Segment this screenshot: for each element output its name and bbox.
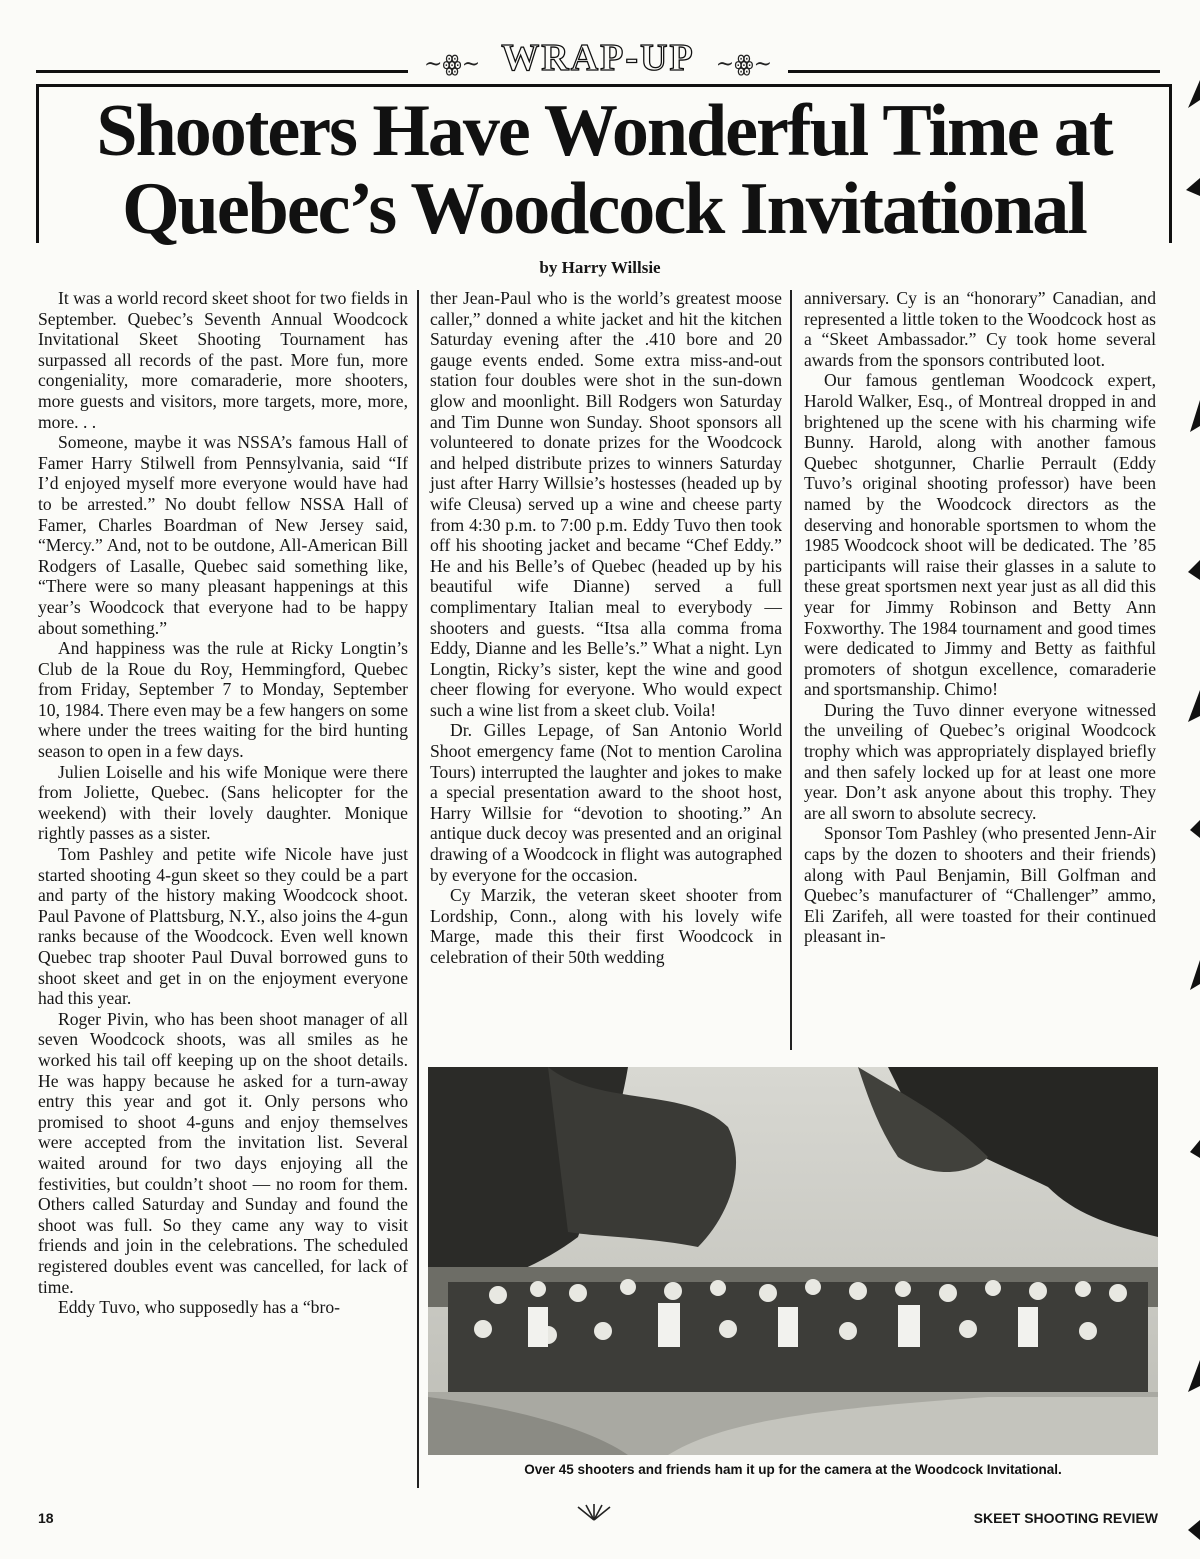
paragraph: It was a world record skeet shoot for two fields in September. Quebec’s Seventh Annual Woodcock Invitational Skeet Shooting Tournament has surpassed all records of the past. More fun, more congeniality, more comaraderie, more shooters, more guests and visitors, more targets, more, more, more. . . xyxy=(38,288,408,432)
paragraph: Our famous gentleman Woodcock expert, Harold Walker, Esq., of Montreal dropped in and brightened up the scene with his charming wife Bunny. Harold, along with another famous Quebec shotgunner, Charlie Perrault (Eddy Tuvo’s original shooting professor) have been named by the Woodcock directors as the deserving and honorable sportsmen to whom the 1985 Woodcock shoot will be dedicated. The ’85 participants will raise their glasses in a salute to these great sportsmen next year just as all did this year for Jimmy Robinson and Betty Ann Foxworthy. The 1984 tournament and good times were dedicated to Jimmy and Betty as faithful promoters of shotgun excellence, comaraderie and sportsmanship. Chimo! xyxy=(804,370,1156,700)
paragraph: Tom Pashley and petite wife Nicole have just started shooting 4-gun skeet so they could be a part and party of the history making Woodcock shoot. Paul Pavone of Plattsburg, N.Y., also joins the 4-gun ranks because of the Woodcock. Even well known Quebec trap shooter Paul Duval borrowed guns to shoot skeet and get in on the enjoyment everyone had this year. xyxy=(38,844,408,1009)
column-divider xyxy=(790,290,792,1050)
column-divider xyxy=(417,290,419,1488)
paragraph: Someone, maybe it was NSSA’s famous Hall of Famer Harry Stilwell from Pennsylvania, said “If I’d enjoyed myself more everyone would have had to be arrested.” No doubt fellow NSSA Hall of Famer, Charles Boardman of New Jersey said, “Mercy.” And, not to be outdone, All-American Bill Rodgers of Lasalle, Quebec said something like, “There were so many pleasant happenings at this year’s Woodcock that everyone had to be happy about something.” xyxy=(38,432,408,638)
paragraph: Sponsor Tom Pashley (who presented Jenn-Air caps by the dozen to shooters and their friends) along with Paul Benjamin, Bill Golfman and Quebec’s manufacturer of “Challenger” ammo, Eli Zarifeh, all were toasted for their continued pleasant in- xyxy=(804,823,1156,947)
paragraph: Julien Loiselle and his wife Monique were there from Joliette, Quebec. (Sans helicopter for the weekend) with their lovely daughter. Monique rightly passes as a sister. xyxy=(38,761,408,844)
article-column-1 xyxy=(38,288,408,1498)
banner-rule-right xyxy=(788,70,1160,73)
paragraph: Dr. Gilles Lepage, of San Antonio World Shoot emergency fame (Not to mention Carolina Tours) interrupted the laughter and jokes to make a special presentation award to the shoot host, Harry Willsie for “devotion to shooting.” An antique duck decoy was presented and an original drawing of a Woodcock in flight was autographed by everyone for the occasion. xyxy=(430,720,782,885)
paragraph: ther Jean-Paul who is the world’s greatest moose caller,” donned a white jacket and hit the kitchen Saturday evening after the .410 bore and 20 gauge events ended. Some extra miss-and-out station four doubles were shot in the sun-down glow and moonlight. Bill Rodgers won Saturday and Tim Dunne won Sunday. Shoot sponsors all volunteered to donate prizes for the Woodcock and helped distribute prizes to winners Saturday just after Harry Willsie’s hostesses (headed up by wife Cleusa) served up a wine and cheese party from 4:30 p.m. to 7:00 p.m. Eddy Tuvo then took off his shooting jacket and became “Chef Eddy.” He and his Belle’s of Quebec (headed up by his beautiful wife Dianne) served a full complimentary Italian meal to everybody — shooters and guests. “Itsa alla comma froma Eddy, Dianne and les Belle’s.” What a night. Lyn Longtin, Ricky’s sister, kept the wine and good cheer flowing for everyone. Who would expect such a wine list from a skeet club. Voila! xyxy=(430,288,782,720)
photo-caption: Over 45 shooters and friends ham it up for the camera at the Woodcock Invitational. xyxy=(524,1462,1062,1477)
paragraph: anniversary. Cy is an “honorary” Canadian, and represented a little token to the Woodcock host as a “Skeet Ambassador.” Cy took home several awards from the sponsors contributed loot. xyxy=(804,288,1156,370)
paragraph: Roger Pivin, who has been shoot manager of all seven Woodcock shoots, was all smiles as he worked his tail off keeping up on the shoot details. He was happy because he asked for a turn-away entry this year and got it. Only persons who promised to shoot 4-guns and enjoy themselves were accepted from the invitation list. Several waited around for two days enjoying all the festivities, but couldn’t shoot — no room for them. Others called Saturday and Sunday and found the shoot was full. So they came any way to visit friends and join in the celebrations. The scheduled registered doubles event was cancelled, for lack of time. xyxy=(38,1008,408,1297)
group-photo-image xyxy=(428,1067,1158,1455)
article-column-3 xyxy=(804,288,1156,1058)
publication-name: SKEET SHOOTING REVIEW xyxy=(973,1510,1158,1526)
binding-edge-marks-icon xyxy=(1178,0,1200,1559)
section-banner xyxy=(36,30,1160,79)
byline: by Harry Willsie xyxy=(539,258,661,277)
section-label: WRAP-UP xyxy=(501,37,695,79)
paragraph: During the Tuvo dinner everyone witnessed the unveiling of Quebec’s original Woodcock trophy which was appropriately displayed briefly and then safely locked up for at least one more year. Don’t ask anyone about this trophy. They are all sworn to absolute secrecy. xyxy=(804,699,1156,823)
paragraph: Eddy Tuvo, who supposedly has a “bro- xyxy=(58,1297,340,1318)
headline: Shooters Have Wonderful Time at Quebec’s Woodcock Invitational xyxy=(96,90,1112,250)
paragraph: And happiness was the rule at Ricky Longtin’s Club de la Roue du Roy, Hemmingford, Quebec from Friday, September 7 to Monday, September 10, 1984. There even may be a few hangers on some where under the trees waiting for the bird hunting season to open in a few days. xyxy=(38,638,409,762)
swirl-right-ornament-icon: ~ꙮ~ xyxy=(715,52,772,77)
paragraph: Cy Marzik, the veteran skeet shooter from Lordship, Conn., along with his lovely wife Marge, made this their first Woodcock in celebration of their 50th wedding xyxy=(430,885,782,967)
page-number: 18 xyxy=(38,1510,54,1526)
swirl-left-ornament-icon: ~ꙮ~ xyxy=(424,52,481,77)
footer-ornament-icon xyxy=(572,1504,616,1522)
article-column-2 xyxy=(430,288,782,1058)
group-photo xyxy=(428,1067,1158,1455)
